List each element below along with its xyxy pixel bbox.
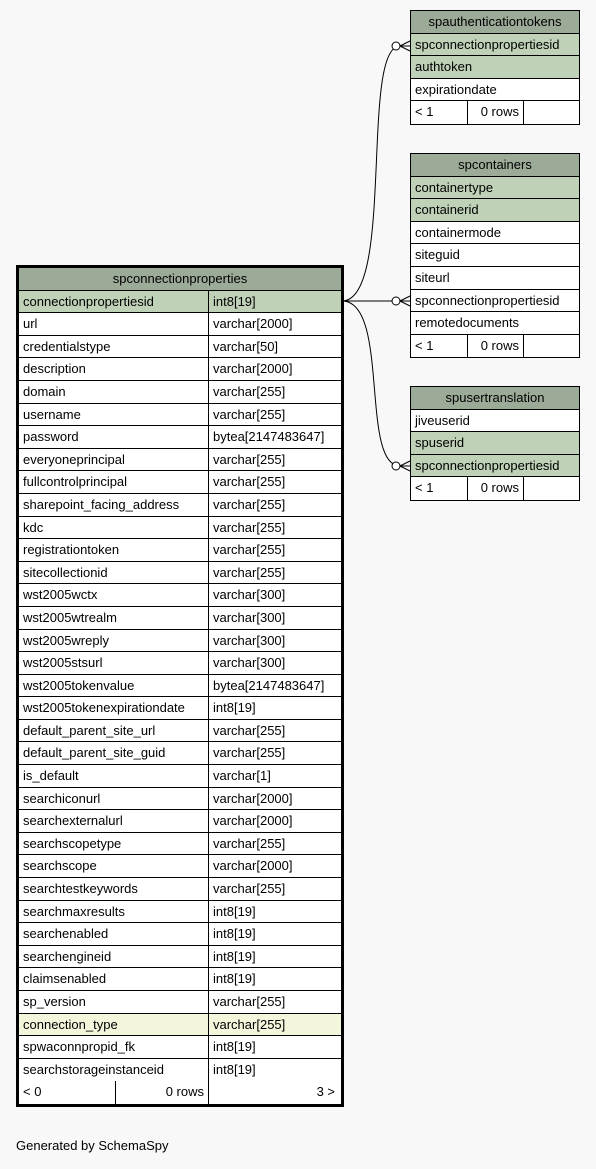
link-spusertranslation bbox=[342, 301, 400, 466]
column-type: varchar[1] bbox=[213, 768, 271, 784]
footer-rows: 0 rows bbox=[468, 477, 524, 500]
footer-parents: < 1 bbox=[411, 335, 468, 358]
column-name: searchmaxresults bbox=[19, 901, 209, 923]
column-type: bytea[2147483647] bbox=[213, 677, 325, 693]
column-name: containerid bbox=[415, 202, 479, 218]
table-row[interactable] bbox=[19, 381, 341, 404]
table-row[interactable] bbox=[19, 742, 341, 765]
column-type: varchar[300] bbox=[213, 587, 286, 603]
table-row[interactable] bbox=[411, 432, 579, 455]
footer-empty bbox=[524, 101, 579, 124]
column-type: varchar[300] bbox=[213, 609, 286, 625]
column-name: username bbox=[19, 404, 209, 426]
column-name: wst2005tokenexpirationdate bbox=[19, 697, 209, 719]
column-type: varchar[2000] bbox=[213, 858, 293, 874]
column-type: varchar[2000] bbox=[213, 790, 293, 806]
table-row[interactable] bbox=[19, 1036, 341, 1059]
column-name: is_default bbox=[19, 765, 209, 787]
column-type: varchar[2000] bbox=[213, 813, 293, 829]
table-footer bbox=[19, 1081, 341, 1104]
column-name: domain bbox=[19, 381, 209, 403]
table-spcontainers[interactable] bbox=[410, 153, 580, 358]
table-header[interactable]: spcontainers bbox=[411, 154, 579, 177]
footer-rows: 0 rows bbox=[468, 101, 524, 124]
table-row[interactable] bbox=[19, 946, 341, 969]
column-type: varchar[255] bbox=[213, 722, 286, 738]
table-footer bbox=[411, 477, 579, 500]
column-name: fullcontrolprincipal bbox=[19, 471, 209, 493]
table-row[interactable] bbox=[411, 79, 579, 102]
column-type: int8[19] bbox=[213, 700, 256, 716]
column-type: varchar[255] bbox=[213, 474, 286, 490]
column-name: searchenabled bbox=[19, 923, 209, 945]
column-type: varchar[50] bbox=[213, 338, 279, 354]
column-type: bytea[2147483647] bbox=[213, 429, 325, 445]
column-type: int8[19] bbox=[213, 1061, 256, 1077]
column-type: varchar[255] bbox=[213, 745, 286, 761]
column-name: searchiconurl bbox=[19, 788, 209, 810]
column-type: int8[19] bbox=[213, 903, 256, 919]
column-type: varchar[2000] bbox=[213, 316, 293, 332]
table-header[interactable]: spauthenticationtokens bbox=[411, 11, 579, 34]
table-row[interactable] bbox=[19, 449, 341, 472]
table-row[interactable] bbox=[19, 697, 341, 720]
column-type: int8[19] bbox=[213, 293, 256, 309]
table-row[interactable] bbox=[19, 539, 341, 562]
table-row[interactable] bbox=[411, 244, 579, 267]
column-type: varchar[300] bbox=[213, 655, 286, 671]
table-row[interactable] bbox=[19, 426, 341, 449]
table-row[interactable] bbox=[19, 901, 341, 924]
column-name: wst2005tokenvalue bbox=[19, 675, 209, 697]
column-name: searchtestkeywords bbox=[19, 878, 209, 900]
column-type: varchar[255] bbox=[213, 542, 286, 558]
table-row[interactable] bbox=[411, 455, 579, 478]
column-name: jiveuserid bbox=[415, 412, 470, 428]
column-type: varchar[2000] bbox=[213, 361, 293, 377]
table-row[interactable] bbox=[19, 855, 341, 878]
table-row[interactable] bbox=[411, 267, 579, 290]
crowsfoot-many-icon bbox=[400, 461, 410, 471]
column-type: varchar[255] bbox=[213, 451, 286, 467]
column-name: searchstorageinstanceid bbox=[19, 1059, 209, 1082]
table-footer bbox=[411, 101, 579, 124]
table-row[interactable] bbox=[19, 358, 341, 381]
column-name: spconnectionpropertiesid bbox=[415, 36, 560, 52]
column-name: wst2005wctx bbox=[19, 584, 209, 606]
column-name: spuserid bbox=[415, 435, 465, 451]
table-row[interactable] bbox=[19, 562, 341, 585]
footer-empty bbox=[524, 335, 579, 358]
crowsfoot-zero-icon bbox=[392, 462, 400, 470]
column-name: sp_version bbox=[19, 991, 209, 1013]
column-name: spwaconnpropid_fk bbox=[19, 1036, 209, 1058]
column-type: int8[19] bbox=[213, 926, 256, 942]
column-name: searchscopetype bbox=[19, 833, 209, 855]
column-name: credentialstype bbox=[19, 336, 209, 358]
crowsfoot-many-icon bbox=[400, 41, 410, 51]
table-row[interactable] bbox=[411, 177, 579, 200]
column-name: searchengineid bbox=[19, 946, 209, 968]
column-type: varchar[255] bbox=[213, 564, 286, 580]
column-name: spconnectionpropertiesid bbox=[415, 292, 560, 308]
footer-parents: < 1 bbox=[411, 101, 468, 124]
table-row[interactable] bbox=[19, 810, 341, 833]
column-name: sitecollectionid bbox=[19, 562, 209, 584]
column-name: description bbox=[19, 358, 209, 380]
column-name: searchexternalurl bbox=[19, 810, 209, 832]
table-spusertranslation[interactable] bbox=[410, 386, 580, 501]
column-type: varchar[300] bbox=[213, 632, 286, 648]
column-name: authtoken bbox=[415, 59, 473, 75]
column-name: connection_type bbox=[19, 1014, 209, 1036]
column-type: int8[19] bbox=[213, 1039, 256, 1055]
column-type: int8[19] bbox=[213, 971, 256, 987]
footer-parents: < 1 bbox=[411, 477, 468, 500]
table-row[interactable] bbox=[19, 494, 341, 517]
crowsfoot-zero-icon bbox=[392, 42, 400, 50]
column-name: expirationdate bbox=[415, 81, 497, 97]
table-row[interactable] bbox=[19, 720, 341, 743]
table-row[interactable] bbox=[19, 1059, 341, 1082]
table-row[interactable] bbox=[19, 404, 341, 427]
column-name: containermode bbox=[415, 224, 501, 240]
column-name: searchscope bbox=[19, 855, 209, 877]
column-name: everyoneprincipal bbox=[19, 449, 209, 471]
column-type: varchar[255] bbox=[213, 519, 286, 535]
footer-empty bbox=[524, 477, 579, 500]
table-row[interactable] bbox=[19, 313, 341, 336]
column-type: varchar[255] bbox=[213, 1016, 286, 1032]
table-spauthenticationtokens[interactable] bbox=[410, 10, 580, 125]
crowsfoot-zero-icon bbox=[392, 297, 400, 305]
table-row[interactable] bbox=[19, 923, 341, 946]
table-row[interactable] bbox=[19, 471, 341, 494]
table-row[interactable] bbox=[19, 765, 341, 788]
column-name: wst2005wreply bbox=[19, 630, 209, 652]
table-row[interactable] bbox=[19, 788, 341, 811]
table-row[interactable] bbox=[19, 991, 341, 1014]
table-footer bbox=[411, 335, 579, 358]
footer-rows: 0 rows bbox=[116, 1081, 209, 1104]
column-name: default_parent_site_guid bbox=[19, 742, 209, 764]
generated-by-text: Generated by SchemaSpy bbox=[16, 1138, 169, 1153]
column-type: int8[19] bbox=[213, 948, 256, 964]
column-name: kdc bbox=[19, 517, 209, 539]
table-row[interactable] bbox=[411, 410, 579, 433]
footer-parents: < 0 bbox=[19, 1081, 116, 1104]
column-name: default_parent_site_url bbox=[19, 720, 209, 742]
table-header[interactable]: spusertranslation bbox=[411, 387, 579, 410]
column-name: wst2005stsurl bbox=[19, 652, 209, 674]
column-name: claimsenabled bbox=[19, 968, 209, 990]
table-row[interactable] bbox=[19, 878, 341, 901]
table-row[interactable] bbox=[19, 291, 341, 314]
table-row[interactable] bbox=[19, 584, 341, 607]
table-row[interactable] bbox=[19, 630, 341, 653]
table-header[interactable]: spconnectionproperties bbox=[19, 268, 341, 291]
column-type: varchar[255] bbox=[213, 835, 286, 851]
column-type: varchar[255] bbox=[213, 406, 286, 422]
table-row[interactable] bbox=[19, 1014, 341, 1037]
column-type: varchar[255] bbox=[213, 881, 286, 897]
table-row[interactable] bbox=[411, 199, 579, 222]
table-row[interactable] bbox=[411, 222, 579, 245]
column-name: connectionpropertiesid bbox=[19, 291, 209, 313]
column-name: siteguid bbox=[415, 247, 460, 263]
column-name: remotedocuments bbox=[415, 315, 520, 331]
column-type: varchar[255] bbox=[213, 994, 286, 1009]
table-row[interactable] bbox=[411, 312, 579, 335]
table-row[interactable] bbox=[411, 56, 579, 79]
table-row[interactable] bbox=[19, 607, 341, 630]
column-name: containertype bbox=[415, 179, 494, 195]
table-row[interactable] bbox=[19, 968, 341, 991]
column-name: url bbox=[19, 313, 209, 335]
column-type: varchar[255] bbox=[213, 383, 286, 399]
column-name: password bbox=[19, 426, 209, 448]
table-row[interactable] bbox=[19, 652, 341, 675]
column-name: siteurl bbox=[415, 269, 450, 285]
table-row[interactable] bbox=[411, 34, 579, 57]
link-spauthenticationtokens bbox=[342, 46, 400, 301]
column-type: varchar[255] bbox=[213, 496, 286, 512]
column-name: spconnectionpropertiesid bbox=[415, 457, 560, 473]
table-row[interactable] bbox=[19, 833, 341, 856]
table-row[interactable] bbox=[19, 336, 341, 359]
column-name: wst2005wtrealm bbox=[19, 607, 209, 629]
crowsfoot-many-icon bbox=[400, 296, 410, 306]
table-row[interactable] bbox=[19, 675, 341, 698]
footer-rows: 0 rows bbox=[468, 335, 524, 358]
column-name: sharepoint_facing_address bbox=[19, 494, 209, 516]
column-name: registrationtoken bbox=[19, 539, 209, 561]
table-row[interactable] bbox=[19, 517, 341, 540]
footer-children: 3 > bbox=[316, 1084, 335, 1100]
table-row[interactable] bbox=[411, 290, 579, 313]
table-spconnectionproperties[interactable] bbox=[16, 265, 344, 1107]
